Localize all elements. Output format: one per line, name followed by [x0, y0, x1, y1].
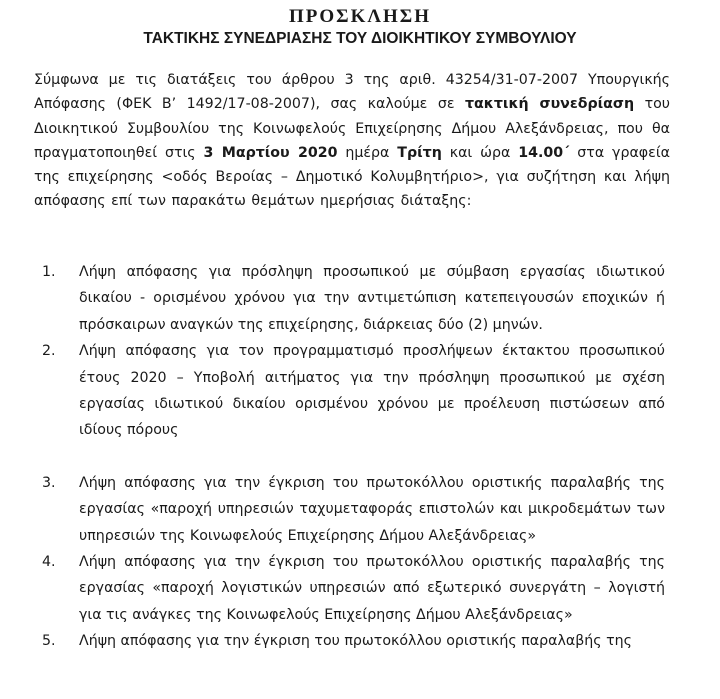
meeting-day: Τρίτη [397, 144, 442, 161]
agenda-item [0, 470, 665, 549]
intro-text-2: του Διοικητικού Συμβουλίου της Κοινωφελούς Επιχείρησης Δήμου Αλεξάνδρειας, που θα πραγματοποιηθεί στις [34, 96, 670, 161]
agenda-list [0, 259, 720, 655]
meeting-date: 3 Μαρτίου 2020 [203, 144, 338, 161]
document-title: ΠΡΟΣΚΛΗΣΗ [289, 6, 431, 27]
agenda-item [0, 549, 665, 628]
intro-text-3: ημέρα [337, 144, 398, 161]
agenda-item-number: 2. [42, 343, 56, 360]
meeting-type: τακτική συνεδρίαση [464, 96, 635, 113]
document-subtitle: ΤΑΚΤΙΚΗΣ ΣΥΝΕΔΡΙΑΣΗΣ ΤΟΥ ΔΙΟΙΚΗΤΙΚΟΥ ΣΥΜΒΟΥΛΙΟΥ [143, 30, 577, 47]
agenda-item-text: Λήψη απόφασης για την έγκριση του πρωτοκόλλου οριστικής παραλαβής της εργασίας «παροχή υπηρεσιών ταχυμεταφοράς επιστολών και μικροδεμάτων των υπηρεσιών της Κοινωφελούς Επιχείρησης Δήμου Αλεξάνδρειας» [79, 474, 665, 544]
intro-paragraph [34, 68, 670, 214]
agenda-item [0, 628, 665, 654]
meeting-time: 14.00΄ [518, 144, 570, 161]
agenda-item-text: Λήψη απόφασης για την έγκριση του πρωτοκόλλου οριστικής παραλαβής της εργασίας «παροχή λογιστικών υπηρεσιών από εξωτερικό συνεργάτη – λογιστή για τις ανάγκες της Κοινωφελούς Επιχείρησης Δήμου Αλεξάνδρειας» [79, 554, 665, 623]
agenda-item-text: Λήψη απόφασης για την έγκριση του πρωτοκόλλου οριστικής παραλαβής της [79, 633, 632, 650]
agenda-item [0, 338, 665, 444]
agenda-item-number: 3. [42, 474, 56, 491]
intro-text-4: και ώρα [441, 144, 519, 161]
agenda-item-number: 5. [42, 633, 56, 650]
agenda-item-number: 4. [42, 554, 56, 571]
agenda-item-text: Λήψη απόφασης για τον προγραμματισμό προσλήψεων έκτακτου προσωπικού έτους 2020 – Υποβολή αιτήματος για την πρόσληψη προσωπικού με σχέση εργασίας ιδιωτικού δικαίου ορισμένου χρόνου με προέλευση πιστώσεων από ιδίους πόρους [79, 343, 665, 439]
agenda-item [0, 259, 665, 338]
intro-text-5: στα γραφεία της επιχείρησης <οδός Βεροίας – Δημοτικό Κολυμβητήριο>, για συζήτηση και λήψη απόφασης επί των παρακάτω θεμάτων ημερήσιας διάταξης: [34, 144, 670, 210]
agenda-item-text: Λήψη απόφασης για πρόσληψη προσωπικού με σύμβαση εργασίας ιδιωτικού δικαίου - ορισμένου χρόνου για την αντιμετώπιση κατεπειγουσών εποχικών ή πρόσκαιρων αναγκών της επιχείρησης, διάρκειας δύο (2) μηνών. [79, 264, 665, 333]
agenda-item-number: 1. [42, 264, 56, 280]
intro-text-1: Σύμφωνα με τις διατάξεις του άρθρου 3 της αριθ. 43254/31-07-2007 Υπουργικής Απόφασης (ΦΕΚ Β’ 1492/17-08-2007), σας καλούμε σε [34, 72, 670, 113]
